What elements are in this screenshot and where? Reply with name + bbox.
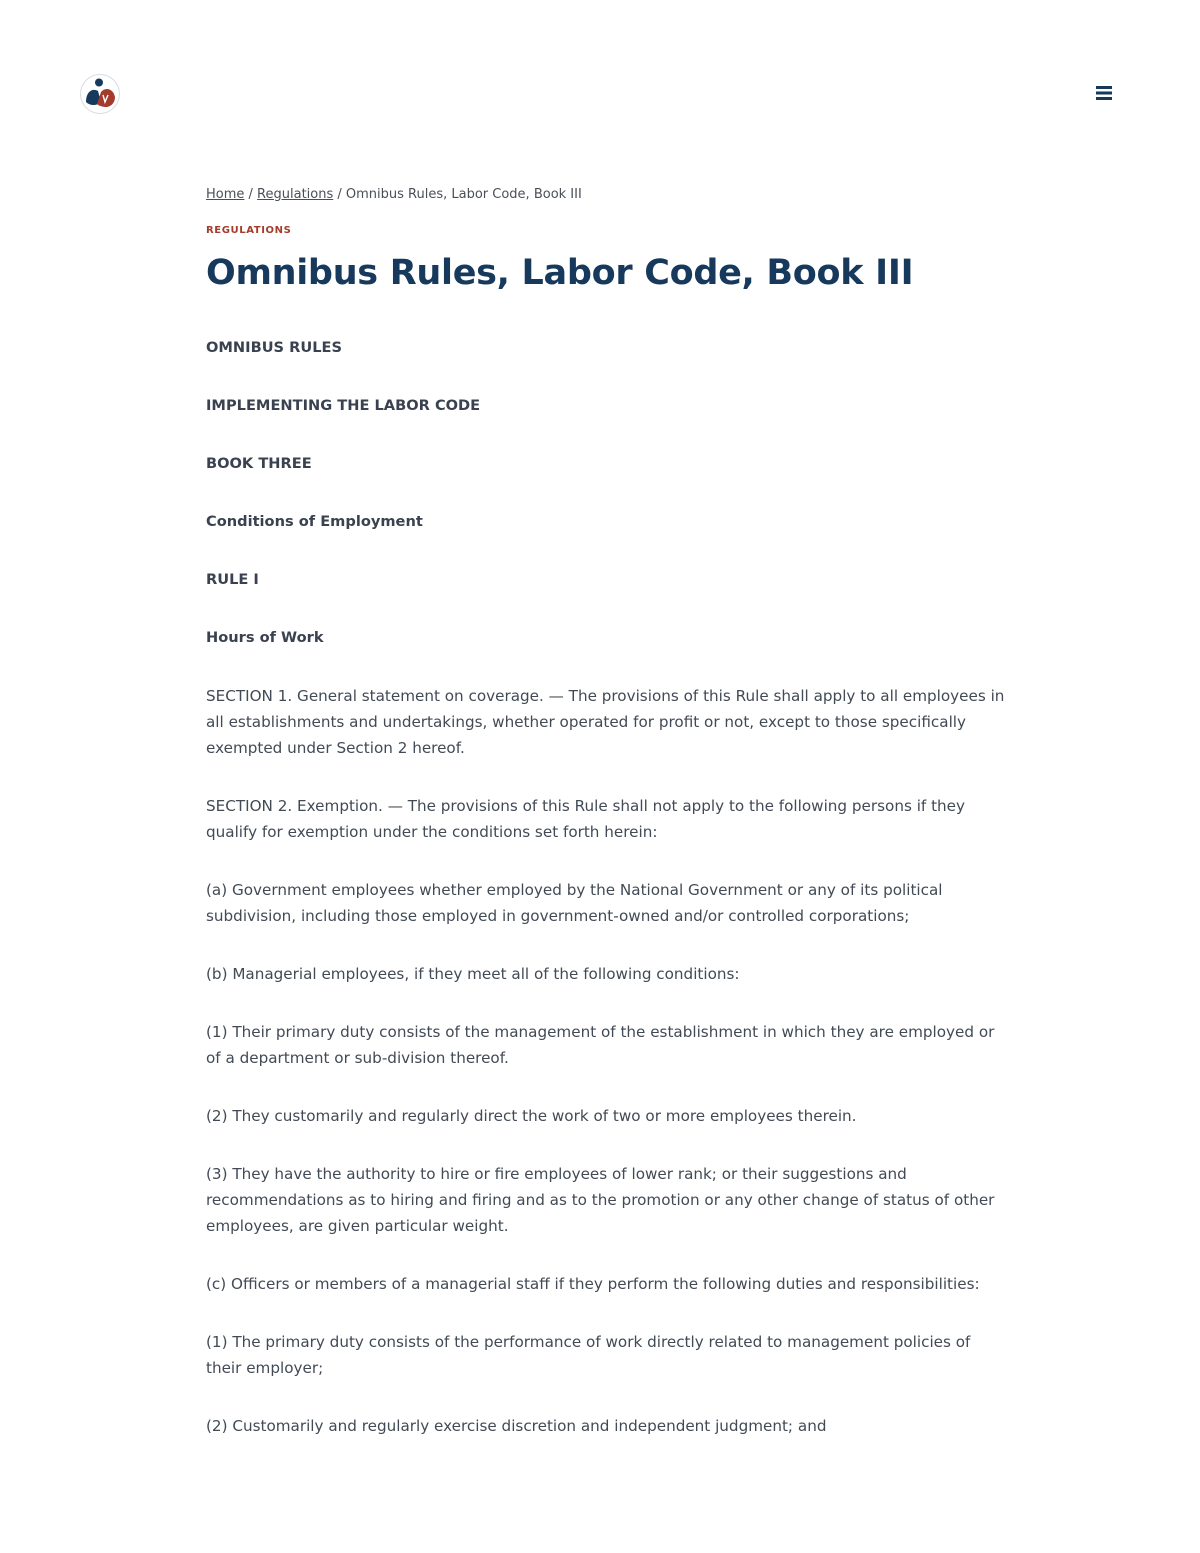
hamburger-menu-icon bbox=[1093, 82, 1115, 104]
article bbox=[206, 184, 1006, 1471]
breadcrumb-separator: / bbox=[333, 187, 346, 202]
heading-rule-i: RULE I bbox=[206, 571, 259, 588]
breadcrumb-separator: / bbox=[244, 187, 258, 202]
heading-conditions: Conditions of Employment bbox=[206, 513, 423, 530]
heading-omnibus-rules: OMNIBUS RULES bbox=[206, 339, 343, 356]
menu-button[interactable] bbox=[1093, 82, 1115, 104]
heading-hours-of-work: Hours of Work bbox=[206, 629, 324, 646]
breadcrumb bbox=[206, 184, 1006, 206]
paragraph-item-a: (a) Government employees whether employed by the National Government or any of its political subdivision, including those employed in government-owned and/or controlled corporations; bbox=[206, 881, 943, 925]
paragraph-item-c1: (1) The primary duty consists of the performance of work directly related to management policies of their employer; bbox=[206, 1333, 971, 1377]
breadcrumb-home-link[interactable]: Home bbox=[206, 187, 245, 202]
article-body bbox=[206, 335, 1006, 1439]
paragraph-item-b1: (1) Their primary duty consists of the management of the establishment in which they are employed or of a department or sub-division thereof. bbox=[206, 1023, 995, 1067]
site-logo-icon bbox=[79, 73, 121, 115]
paragraph-item-b: (b) Managerial employees, if they meet all of the following conditions: bbox=[206, 965, 740, 983]
paragraph-item-b3: (3) They have the authority to hire or fire employees of lower rank; or their suggestions and recommendations as to hiring and firing and as to the promotion or any other change of status of other employees, are given particular weight. bbox=[206, 1165, 995, 1235]
category-label[interactable]: REGULATIONS bbox=[206, 225, 292, 236]
site-logo[interactable] bbox=[79, 73, 121, 115]
paragraph-item-c2: (2) Customarily and regularly exercise discretion and independent judgment; and bbox=[206, 1417, 827, 1435]
paragraph-section-2: SECTION 2. Exemption. — The provisions of this Rule shall not apply to the following persons if they qualify for exemption under the conditions set forth herein: bbox=[206, 797, 965, 841]
heading-book-three: BOOK THREE bbox=[206, 455, 312, 472]
paragraph-item-c: (c) Officers or members of a managerial staff if they perform the following duties and responsibilities: bbox=[206, 1275, 980, 1293]
heading-implementing: IMPLEMENTING THE LABOR CODE bbox=[206, 397, 481, 414]
page-title: Omnibus Rules, Labor Code, Book III bbox=[206, 253, 914, 293]
paragraph-item-b2: (2) They customarily and regularly direct the work of two or more employees therein. bbox=[206, 1107, 857, 1125]
breadcrumb-regulations-link[interactable]: Regulations bbox=[257, 187, 334, 202]
paragraph-section-1: SECTION 1. General statement on coverage. — The provisions of this Rule shall apply to all employees in all establishments and undertakings, whether operated for profit or not, except to those specifically exempted under Section 2 hereof. bbox=[206, 687, 1005, 757]
breadcrumb-current: Omnibus Rules, Labor Code, Book III bbox=[345, 187, 582, 202]
